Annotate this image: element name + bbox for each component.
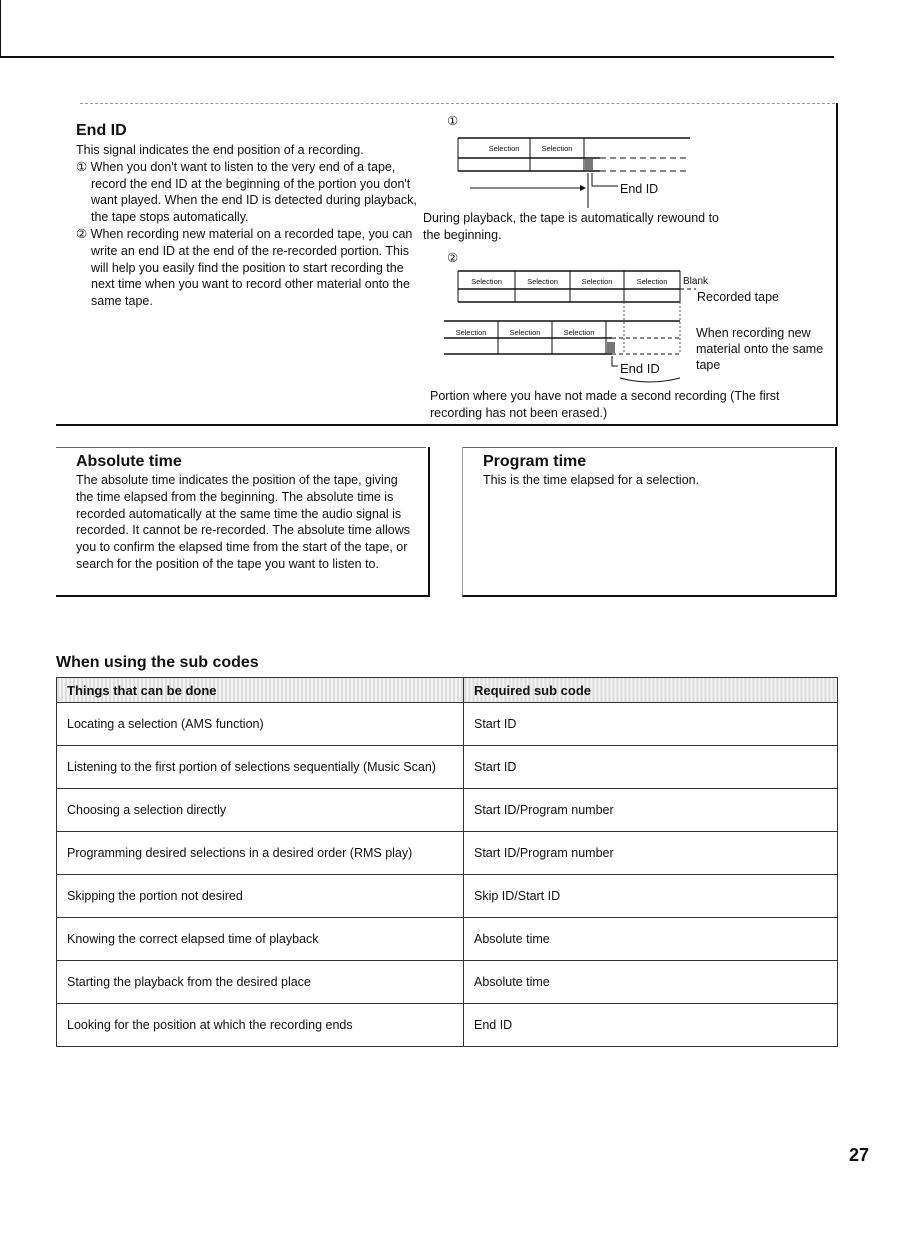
row-code: Start ID/Program number	[464, 832, 838, 875]
header-rule	[0, 56, 834, 58]
recorded-tape-label: Recorded tape	[697, 290, 780, 304]
selection-label-2g: Selection	[563, 328, 595, 337]
row-thing: Starting the playback from the desired place	[57, 961, 464, 1004]
header-required: Required sub code	[464, 678, 838, 703]
row-code: Start ID	[464, 703, 838, 746]
selection-label-2c: Selection	[581, 277, 613, 286]
diagram-caption-1: During playback, the tape is automatically rewound to the beginning.	[423, 211, 719, 242]
table-header-row	[57, 678, 837, 703]
row-thing: Choosing a selection directly	[57, 789, 464, 832]
row-thing: Skipping the portion not desired	[57, 875, 464, 918]
row-code: Absolute time	[464, 918, 838, 961]
row-thing: Listening to the first portion of selections sequentially (Music Scan)	[57, 746, 464, 789]
end-id-item-1: ① When you don't want to listen to the very end of a tape, record the end ID at the beginning of the portion you don't want played. When the end ID is detected during playback, the tape stops automatically.	[76, 159, 417, 225]
end-id-label-1: End ID	[620, 182, 659, 196]
sub-codes-table	[57, 677, 837, 1046]
tape-diagram-1	[440, 128, 710, 208]
program-time-text: This is the time elapsed for a selection.	[483, 473, 700, 487]
row-code: End ID	[464, 1004, 838, 1047]
absolute-time-title: Absolute time	[76, 453, 182, 470]
table-row	[57, 832, 837, 875]
diagram-marker-2: ②	[447, 251, 459, 265]
table-row	[57, 1004, 837, 1047]
table-row	[57, 703, 837, 746]
blank-label: Blank	[683, 276, 709, 287]
table-row	[57, 875, 837, 918]
row-thing: Knowing the correct elapsed time of playback	[57, 918, 464, 961]
row-code: Skip ID/Start ID	[464, 875, 838, 918]
header-things: Things that can be done	[57, 678, 464, 703]
selection-label-2d: Selection	[636, 277, 668, 286]
table-row	[57, 918, 837, 961]
sub-codes-table-wrap	[56, 677, 838, 1047]
end-id-label-2: End ID	[620, 361, 660, 376]
when-recording-label: When recording new material onto the same tape	[696, 326, 824, 372]
end-id-item-2: ② When recording new material on a recorded tape, you can write an end ID at the end of the re-recorded portion. This will help you easily find the position to start recording the next time when you want to record other material onto the same tape.	[76, 226, 413, 309]
end-id-intro: This signal indicates the end position of a recording.	[76, 143, 364, 157]
selection-label-2a: Selection	[471, 277, 502, 286]
table-row	[57, 961, 837, 1004]
diagram-caption-2: Portion where you have not made a second recording (The first recording has not been erased.)	[430, 389, 780, 420]
table-row	[57, 789, 837, 832]
row-code: Start ID/Program number	[464, 789, 838, 832]
diagram-marker-1: ①	[447, 114, 459, 128]
end-id-title: End ID	[76, 122, 127, 139]
table-row	[57, 746, 837, 789]
page-number: 27	[849, 1145, 870, 1165]
selection-label-2b: Selection	[527, 277, 558, 286]
row-code: Start ID	[464, 746, 838, 789]
absolute-time-text: The absolute time indicates the position of the tape, giving the time elapsed from the beginning. The absolute time is recorded automatically at the same time the audio signal is recorded. It cannot be re-recorded. The absolute time allows you to confirm the elapsed time from the start of the tape, or search for the position of the tape you want to listen to.	[76, 473, 410, 571]
sub-codes-heading: When using the sub codes	[56, 654, 259, 671]
selection-label-1a: Selection	[488, 144, 520, 153]
row-thing: Programming desired selections in a desired order (RMS play)	[57, 832, 464, 875]
row-thing: Looking for the position at which the recording ends	[57, 1004, 464, 1047]
page-edge-line	[0, 0, 1, 58]
selection-label-1b: Selection	[541, 144, 573, 153]
selection-label-2f: Selection	[509, 328, 541, 337]
row-thing: Locating a selection (AMS function)	[57, 703, 464, 746]
row-code: Absolute time	[464, 961, 838, 1004]
program-time-title: Program time	[483, 453, 587, 470]
end-id-text	[76, 142, 422, 310]
selection-label-2e: Selection	[455, 328, 487, 337]
